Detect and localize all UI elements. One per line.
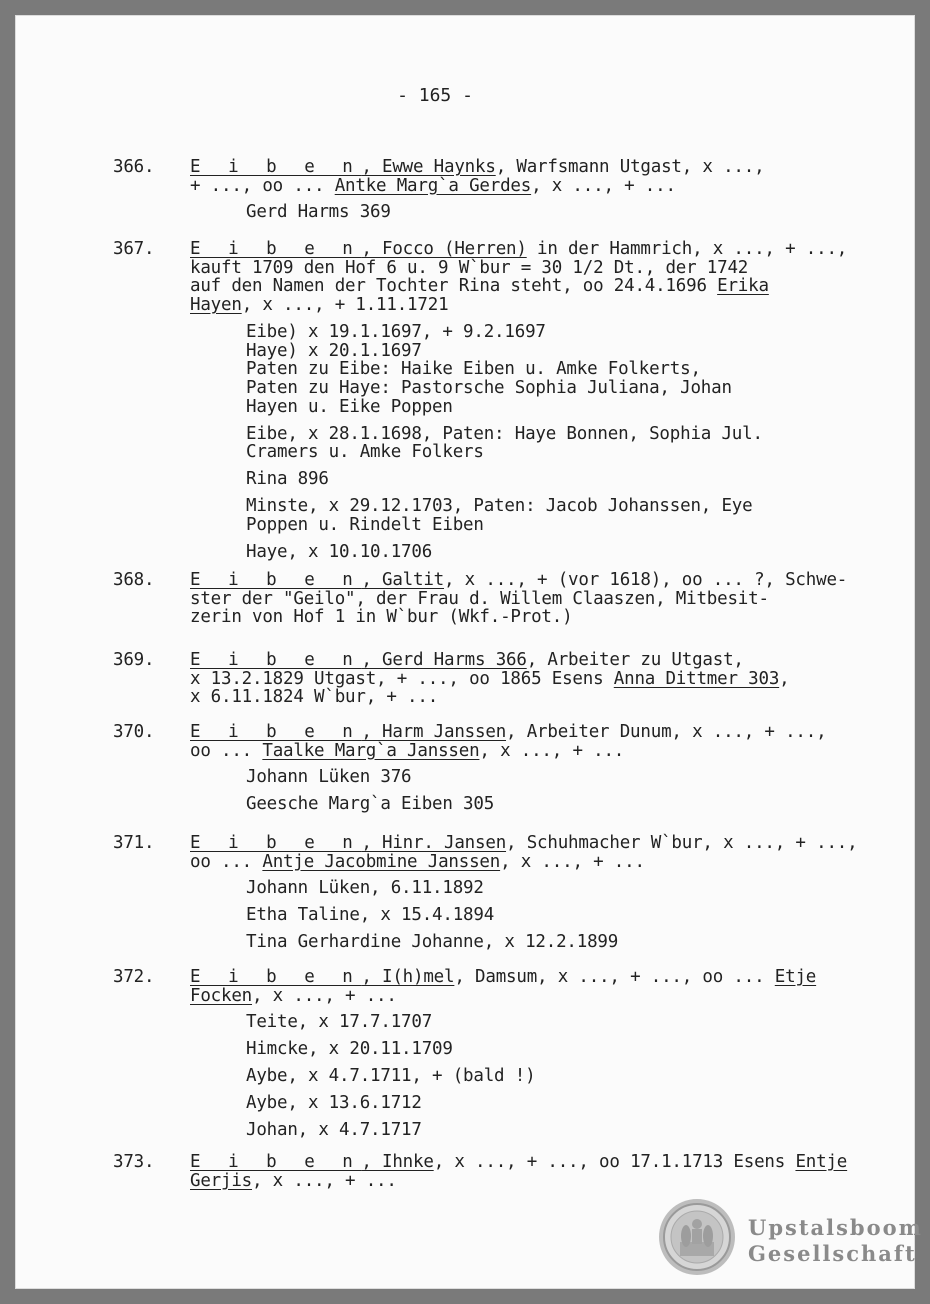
children-list xyxy=(246,203,870,222)
surname: E i b e n xyxy=(190,650,362,670)
underlined-name: , Galtit xyxy=(361,570,445,590)
entry-text: x 6.11.1824 W`bur, + ... xyxy=(190,687,439,708)
child-line: Etha Taline, x 15.4.1894 xyxy=(246,905,495,926)
entry-number: 373. xyxy=(113,1152,155,1172)
children-list xyxy=(246,323,870,562)
entry-text: , x ..., + ... xyxy=(500,851,645,872)
entry-line xyxy=(190,1153,870,1172)
underlined-name: Etje xyxy=(774,967,817,987)
underlined-name: Hayen xyxy=(190,295,242,316)
child-line: Paten zu Haye: Pastorsche Sophia Juliana, Johan xyxy=(246,377,732,398)
child-line: Eibe) x 19.1.1697, + 9.2.1697 xyxy=(246,321,546,342)
society-seal-icon xyxy=(658,1198,736,1276)
entry-line xyxy=(190,259,870,278)
page-number: - 165 - xyxy=(397,85,473,106)
entry-text: x 13.2.1829 Utgast, + ..., oo 1865 Esens xyxy=(190,668,614,689)
entry-line xyxy=(190,670,870,689)
child-line: Johan, x 4.7.1717 xyxy=(246,1120,422,1141)
entry-line xyxy=(190,987,870,1006)
entry-text: auf den Namen der Tochter Rina steht, oo 24.4.1696 xyxy=(190,276,718,297)
entry-text: , xyxy=(779,668,790,689)
entry-line xyxy=(190,723,870,742)
child-line: Haye) x 20.1.1697 xyxy=(246,340,422,361)
surname: E i b e n xyxy=(190,157,362,177)
entry-body xyxy=(190,968,870,1140)
entry-text: kauft 1709 den Hof 6 u. 9 W`bur = 30 1/2 Dt., der 1742 xyxy=(190,257,749,278)
entry-line xyxy=(190,571,870,590)
entry-line xyxy=(190,834,870,853)
child-line: Teite, x 17.7.1707 xyxy=(246,1012,433,1033)
entry-number: 369. xyxy=(113,650,155,670)
underlined-name: , Harm Janssen xyxy=(361,722,507,742)
entry-line xyxy=(190,240,870,259)
logo-line-2: Gesellschaft xyxy=(748,1241,917,1266)
child-line: Hayen u. Eike Poppen xyxy=(246,396,453,417)
document-page xyxy=(15,15,923,1289)
underlined-name: , xyxy=(361,157,382,177)
entry-line xyxy=(190,1172,870,1191)
entry-line xyxy=(190,651,870,670)
entry-number: 371. xyxy=(113,833,155,853)
entry-text: + ..., oo ... xyxy=(190,175,335,196)
underlined-name: Ewwe Haynks xyxy=(382,157,496,177)
underlined-name: , Gerd Harms 366 xyxy=(361,650,527,670)
entry-text: , x ..., + ... xyxy=(252,1170,397,1191)
entry-text: , x ..., + ... xyxy=(252,985,397,1006)
surname: E i b e n xyxy=(190,239,362,259)
entry-line xyxy=(190,853,870,872)
entry-text: , x ..., + ... xyxy=(531,175,676,196)
children-list xyxy=(246,1013,870,1140)
underlined-name: Focken xyxy=(190,985,253,1006)
entry-line xyxy=(190,177,870,196)
entry-text: ster der "Geilo", der Frau d. Willem Claaszen, Mitbesit- xyxy=(190,588,769,609)
entry-line xyxy=(190,158,870,177)
entry-line xyxy=(190,968,870,987)
logo-line-1: Upstalsboom xyxy=(748,1215,923,1240)
entry-text: oo ... xyxy=(190,740,263,761)
child-line: Geesche Marg`a Eiben 305 xyxy=(246,794,495,815)
underlined-name: , Hinr. Jansen xyxy=(361,833,507,853)
child-line: Johann Lüken, 6.11.1892 xyxy=(246,878,484,899)
underlined-name: , Focco (Herren) xyxy=(361,239,527,259)
entry-text: in der Hammrich, x ..., + ..., xyxy=(526,239,848,259)
underlined-name: Antje Jacobmine Janssen xyxy=(262,851,501,872)
entry-body xyxy=(190,571,870,627)
underlined-name: , I(h)mel xyxy=(361,967,455,987)
entry-line xyxy=(190,590,870,609)
entry-number: 367. xyxy=(113,239,155,259)
surname: E i b e n xyxy=(190,1152,362,1172)
entry-text: , Schuhmacher W`bur, x ..., + ..., xyxy=(506,833,858,853)
underlined-name: Gerjis xyxy=(190,1170,253,1191)
entry-line xyxy=(190,296,870,315)
entry-text: zerin von Hof 1 in W`bur (Wkf.-Prot.) xyxy=(190,607,573,628)
entry-text: , x ..., + ... xyxy=(479,740,625,761)
entry-text: , Damsum, x ..., + ..., oo ... xyxy=(454,967,775,987)
entry-text: , Arbeiter zu Utgast, xyxy=(526,650,744,670)
underlined-name: , Ihnke xyxy=(361,1152,434,1172)
child-line: Haye, x 10.10.1706 xyxy=(246,542,433,563)
child-line: Eibe, x 28.1.1698, Paten: Haye Bonnen, Sophia Jul. xyxy=(246,423,763,444)
surname: E i b e n xyxy=(190,570,362,590)
child-line: Aybe, x 4.7.1711, + (bald !) xyxy=(246,1066,536,1087)
surname: E i b e n xyxy=(190,967,362,987)
child-line: Gerd Harms 369 xyxy=(246,202,391,223)
entry-text: , x ..., + ..., oo 17.1.1713 Esens xyxy=(433,1152,796,1172)
child-line: Aybe, x 13.6.1712 xyxy=(246,1093,422,1114)
entry-body xyxy=(190,1153,870,1190)
underlined-name: Anna Dittmer 303 xyxy=(613,668,780,689)
entry-number: 368. xyxy=(113,570,155,590)
entry-line xyxy=(190,742,870,761)
child-line: Tina Gerhardine Johanne, x 12.2.1899 xyxy=(246,932,619,953)
entry-number: 372. xyxy=(113,967,155,987)
entry-body xyxy=(190,834,870,952)
underlined-name: Taalke Marg`a Janssen xyxy=(262,740,480,761)
underlined-name: Entje xyxy=(795,1152,848,1172)
entry-text: , Warfsmann Utgast, x ..., xyxy=(495,157,765,177)
child-line: Minste, x 29.12.1703, Paten: Jacob Johanssen, Eye xyxy=(246,496,753,517)
entry-line xyxy=(190,608,870,627)
underlined-name: Antke Marg`a Gerdes xyxy=(334,175,532,196)
entry-text: , x ..., + 1.11.1721 xyxy=(241,295,449,316)
child-line: Cramers u. Amke Folkers xyxy=(246,442,484,463)
children-list xyxy=(246,879,870,952)
child-line: Johann Lüken 376 xyxy=(246,767,412,788)
entry-text: oo ... xyxy=(190,851,263,872)
child-line: Poppen u. Rindelt Eiben xyxy=(246,515,484,536)
surname: E i b e n xyxy=(190,722,362,742)
entry-line xyxy=(190,277,870,296)
underlined-name: Erika xyxy=(717,276,769,297)
entry-body xyxy=(190,158,870,222)
entry-number: 366. xyxy=(113,157,155,177)
entry-body xyxy=(190,723,870,814)
entry-text: , x ..., + (vor 1618), oo ... ?, Schwe- xyxy=(444,570,848,590)
child-line: Rina 896 xyxy=(246,469,329,490)
children-list xyxy=(246,768,870,814)
entry-body xyxy=(190,651,870,707)
entry-line xyxy=(190,688,870,707)
child-line: Himcke, x 20.11.1709 xyxy=(246,1039,453,1060)
entry-number: 370. xyxy=(113,722,155,742)
child-line: Paten zu Eibe: Haike Eiben u. Amke Folkerts, xyxy=(246,359,701,380)
entry-text: , Arbeiter Dunum, x ..., + ..., xyxy=(506,722,827,742)
entry-body xyxy=(190,240,870,562)
surname: E i b e n xyxy=(190,833,362,853)
